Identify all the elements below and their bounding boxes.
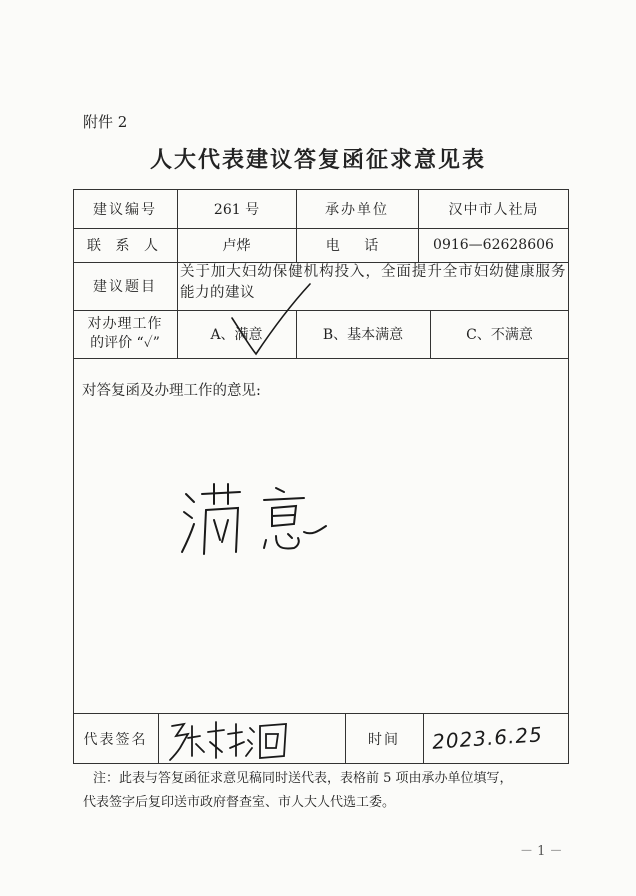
suggestion-number-label: 建议编号 — [93, 201, 157, 218]
evaluation-label-line2: 的评价 “✓” — [90, 335, 160, 351]
option-basically-satisfied: B、基本满意 — [322, 327, 404, 343]
handwritten-date: 2023.6.25 — [431, 722, 544, 754]
suggestion-number-value: 261 号 — [213, 201, 260, 218]
option-not-satisfied: C、不满意 — [466, 327, 533, 343]
column-divider — [158, 713, 159, 764]
handwritten-opinion — [180, 480, 340, 560]
signature-label: 代表签名 — [83, 731, 148, 748]
contact-person-value: 卢烨 — [222, 238, 251, 254]
signature-handwriting — [166, 718, 296, 762]
option-satisfied: A、满意 — [210, 327, 263, 343]
page-title: 人大代表建议答复函征求意见表 — [149, 147, 486, 173]
suggestion-topic-value: 关于加大妇幼保健机构投入，全面提升全市妇幼健康服务能力的建议 — [180, 264, 566, 301]
check-mark-icon — [226, 278, 316, 360]
footnote — [83, 767, 569, 815]
evaluation-label — [73, 310, 177, 358]
row-divider — [73, 358, 569, 359]
suggestion-topic-label: 建议题目 — [93, 279, 157, 295]
evaluation-label-line1: 对办理工作 — [87, 316, 163, 332]
time-label: 时间 — [368, 731, 400, 748]
opinion-label: 对答复函及办理工作的意见: — [82, 383, 261, 399]
footnote-line2: 代表签字后复印送市政府督查室、市人大人代选工委。 — [83, 795, 396, 810]
handling-unit-value: 汉中市人社局 — [448, 201, 539, 218]
footnote-line1: 注：此表与答复函征求意见稿同时送代表，表格前 5 项由承办单位填写， — [93, 771, 513, 786]
column-divider — [423, 713, 424, 764]
handling-unit-label: 承办单位 — [325, 201, 389, 218]
phone-value: 0916—62628606 — [433, 237, 554, 253]
page-number: － 1 － — [520, 844, 563, 859]
contact-person-label: 联 系 人 — [87, 238, 163, 254]
attachment-label: 附件 2 — [83, 113, 128, 131]
phone-label: 电 话 — [325, 238, 389, 254]
